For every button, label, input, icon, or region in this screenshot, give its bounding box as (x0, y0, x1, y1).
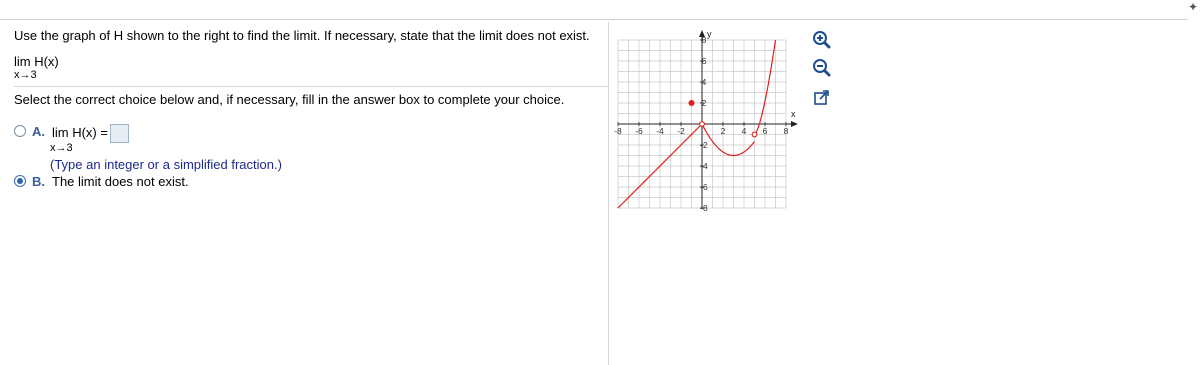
isolated-point (689, 101, 694, 106)
choice-b-letter: B. (32, 174, 45, 189)
function-graph (612, 30, 802, 220)
choice-a-subscript: x→3 (50, 142, 73, 154)
y-tick-label: -4 (700, 161, 708, 171)
x-tick-label: -4 (656, 126, 664, 136)
y-tick-label: 4 (701, 77, 707, 87)
choice-a-radio[interactable] (14, 125, 26, 137)
y-tick-label: 2 (701, 98, 707, 108)
y-tick-label: -2 (700, 140, 708, 150)
choice-a-text (52, 124, 129, 143)
graph-svg (612, 30, 802, 215)
zoom-out-icon[interactable] (812, 58, 832, 78)
zoom-in-icon[interactable] (812, 30, 832, 50)
x-tick-label: 8 (783, 126, 789, 136)
open-endpoint (700, 122, 705, 127)
x-tick-label: 6 (762, 126, 768, 136)
x-axis-label: x (791, 109, 796, 119)
x-axis-arrow (791, 121, 798, 127)
external-link-icon[interactable] (812, 88, 832, 108)
answer-input[interactable] (110, 124, 129, 143)
x-tick-label: 2 (720, 126, 726, 136)
limit-expression: lim H(x) (14, 54, 59, 69)
curve-piece (702, 124, 755, 156)
choice-a-limit: lim H(x) = (52, 124, 108, 140)
instruction-text: Select the correct choice below and, if necessary, fill in the answer box to complete your choice. (14, 92, 565, 107)
top-divider (0, 19, 1188, 20)
limit-subscript: x→3 (14, 69, 37, 81)
resize-icon[interactable]: ✦ (1187, 0, 1198, 14)
choice-a-letter: A. (32, 124, 45, 139)
x-tick-label: -6 (635, 126, 643, 136)
y-tick-label: 8 (701, 35, 707, 45)
y-axis-label: y (707, 30, 712, 39)
y-tick-label: -8 (700, 203, 708, 213)
x-tick-label: -8 (614, 126, 622, 136)
y-tick-label: -6 (700, 182, 708, 192)
question-text: Use the graph of H shown to the right to find the limit. If necessary, state that the limit does not exist. (14, 28, 590, 43)
x-tick-label: 4 (741, 126, 747, 136)
y-tick-label: 6 (701, 56, 707, 66)
question-separator (14, 86, 608, 87)
answer-hint: (Type an integer or a simplified fraction.) (50, 157, 282, 172)
x-tick-label: -2 (677, 126, 685, 136)
choice-b-text: The limit does not exist. (52, 174, 189, 189)
open-endpoint (752, 132, 757, 137)
choice-b-radio[interactable] (14, 175, 26, 187)
column-divider (608, 22, 609, 365)
